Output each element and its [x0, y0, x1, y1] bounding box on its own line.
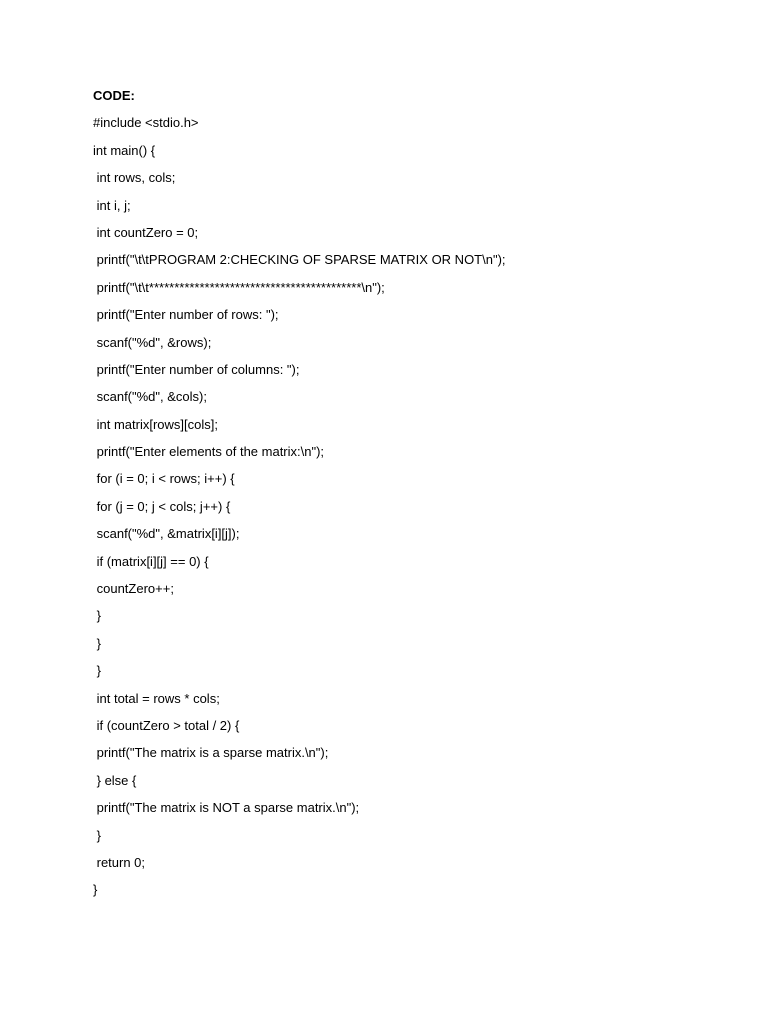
- code-line: #include <stdio.h>: [93, 115, 199, 131]
- code-line: printf("\t\tPROGRAM 2:CHECKING OF SPARSE MATRIX OR NOT\n");: [93, 252, 506, 268]
- code-heading: CODE:: [93, 88, 135, 103]
- code-line: if (matrix[i][j] == 0) {: [93, 553, 209, 569]
- code-line: }: [93, 635, 101, 651]
- code-line: if (countZero > total / 2) {: [93, 717, 240, 733]
- code-line: printf("The matrix is a sparse matrix.\n");: [93, 745, 329, 761]
- code-line: for (i = 0; i < rows; i++) {: [93, 471, 235, 487]
- code-line: }: [93, 882, 98, 898]
- code-line: } else {: [93, 772, 137, 788]
- code-line: int total = rows * cols;: [93, 690, 220, 706]
- code-line: printf("\t\t******************************************\n");: [93, 279, 385, 295]
- code-line: int main() {: [93, 142, 156, 158]
- code-line: countZero++;: [93, 581, 174, 597]
- code-line: for (j = 0; j < cols; j++) {: [93, 498, 231, 514]
- code-line: printf("Enter number of columns: ");: [93, 361, 300, 377]
- code-line: }: [93, 663, 101, 679]
- code-line: scanf("%d", &matrix[i][j]);: [93, 526, 240, 542]
- code-line: printf("Enter elements of the matrix:\n");: [93, 444, 325, 460]
- code-line: int i, j;: [93, 197, 131, 213]
- code-line: return 0;: [93, 854, 146, 870]
- code-listing: [93, 86, 733, 908]
- code-line: int matrix[rows][cols];: [93, 416, 218, 432]
- code-line: int countZero = 0;: [93, 224, 199, 240]
- code-line: printf("The matrix is NOT a sparse matrix.\n");: [93, 800, 360, 816]
- code-line: scanf("%d", &cols);: [93, 389, 207, 405]
- code-line: }: [93, 608, 101, 624]
- code-line: int rows, cols;: [93, 170, 176, 186]
- code-line: printf("Enter number of rows: ");: [93, 307, 279, 323]
- code-line: }: [93, 827, 101, 843]
- code-line: scanf("%d", &rows);: [93, 334, 212, 350]
